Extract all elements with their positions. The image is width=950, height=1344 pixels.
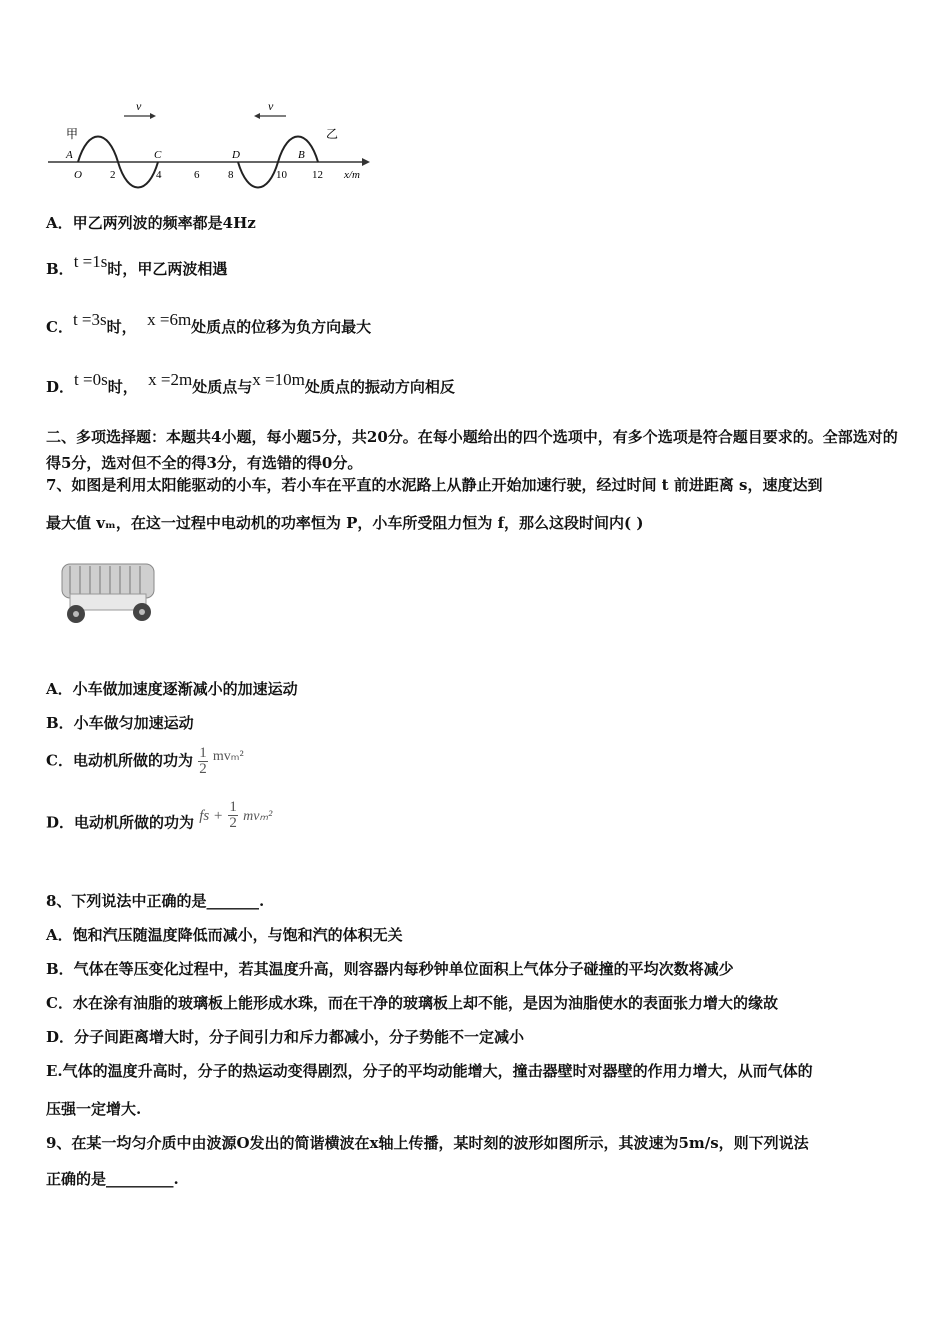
q8-option-e-line2: 压强一定增大. [46, 1100, 142, 1118]
solar-car-image [56, 554, 160, 630]
q6-option-c [46, 310, 372, 337]
math-expr: x =10m [252, 370, 305, 389]
option-text: D．电动机所做的功为 [46, 813, 195, 832]
tick-origin: O [74, 169, 82, 181]
q6-option-b [46, 252, 228, 279]
q8-option-c: C．水在涂有油脂的玻璃板上能形成水珠，而在干净的玻璃板上却不能，是因为油脂使水的表面张力增大的缘故 [46, 994, 778, 1012]
q8-option-e-line1: E.气体的温度升高时，分子的热运动变得剧烈，分子的平均动能增大，撞击器壁时对器壁的作用力增大，从而气体的 [46, 1062, 813, 1080]
math-expr: t =1s [73, 252, 108, 271]
point-d: D [232, 149, 240, 161]
q8-option-d: D．分子间距离增大时，分子间引力和斥力都减小，分子势能不一定减小 [46, 1028, 525, 1046]
math-expr: t =0s [74, 370, 108, 389]
q6-option-d [46, 370, 455, 397]
option-text: 处质点与 [192, 378, 253, 396]
option-label: B． [46, 260, 74, 278]
option-text: 处质点的振动方向相反 [304, 378, 455, 396]
fraction-half: $\frac{1}{2}$ [199, 745, 207, 777]
math-expr: x =6m [147, 310, 192, 329]
option-text: 时， [106, 318, 137, 336]
section-heading: 二、多项选择题：本题共4小题，每小题5分，共20分。在每小题给出的四个选项中，有多个选项是符合题目要求的。全部选对的得5分，选对但不全的得3分，有选错的得0分。 [46, 428, 898, 472]
q7-option-c [46, 746, 244, 777]
arrow-right-icon [150, 113, 156, 119]
q8-stem: 8、下列说法中正确的是_______. [46, 892, 265, 910]
option-text: 处质点的位移为负方向最大 [191, 318, 372, 336]
q9-stem-line2: 正确的是_________. [46, 1170, 179, 1188]
math-expr: t =3s [72, 310, 107, 329]
tick-label: 6 [194, 169, 200, 181]
axis-label: x/m [344, 169, 360, 181]
wave-diagram [44, 96, 384, 192]
option-text: 时，甲乙两波相遇 [107, 260, 228, 278]
tick-label: 12 [312, 169, 323, 181]
q7-stem-line1: 7、如图是利用太阳能驱动的小车，若小车在平直的水泥路上从静止开始加速行驶，经过时间 t 前进距离 s，速度达到 [46, 476, 823, 494]
math-expr: fs + [199, 807, 224, 824]
tick-label: 10 [276, 169, 287, 181]
math-expr: mvₘ² [212, 748, 244, 764]
arrow-left-icon [254, 113, 260, 119]
fraction-half: $\frac{1}{2}$ [229, 799, 237, 831]
tick-label: 4 [156, 169, 162, 181]
q9-stem-line1: 9、在某一均匀介质中由波源O发出的简谐横波在x轴上传播，某时刻的波形如图所示，其波速为5m/s，则下列说法 [46, 1134, 809, 1152]
tick-label: 8 [228, 169, 234, 181]
q7-option-a: A．小车做加速度逐渐减小的加速运动 [46, 680, 298, 698]
q8-option-a: A．饱和汽压随温度降低而减小，与饱和汽的体积无关 [46, 926, 403, 944]
q7-option-b: B．小车做匀加速运动 [46, 714, 194, 732]
q7-stem-line2: 最大值 vₘ，在这一过程中电动机的功率恒为 P，小车所受阻力恒为 f，那么这段时间内( ) [46, 514, 644, 532]
point-a: A [66, 149, 73, 161]
axis-arrow-icon [362, 158, 370, 166]
option-label: D． [46, 378, 75, 396]
q6-option-a: A．甲乙两列波的频率都是4Hz [46, 214, 256, 232]
point-b: B [298, 149, 305, 161]
q7-option-d [46, 799, 273, 839]
option-text: 时， [107, 378, 138, 396]
math-expr: mvₘ² [243, 808, 273, 824]
label-jia: 甲 [66, 127, 79, 141]
q8-option-b: B．气体在等压变化过程中，若其温度升高，则容器内每秒钟单位面积上气体分子碰撞的平均次数将减少 [46, 960, 734, 978]
label-yi: 乙 [326, 127, 339, 141]
velocity-label-right: v [268, 99, 274, 113]
option-label: C． [46, 318, 73, 336]
tick-label: 2 [110, 169, 116, 181]
velocity-label-left: v [136, 99, 142, 113]
point-c: C [154, 149, 162, 161]
math-expr: x =2m [148, 370, 193, 389]
option-text: C．电动机所做的功为 [46, 751, 193, 770]
